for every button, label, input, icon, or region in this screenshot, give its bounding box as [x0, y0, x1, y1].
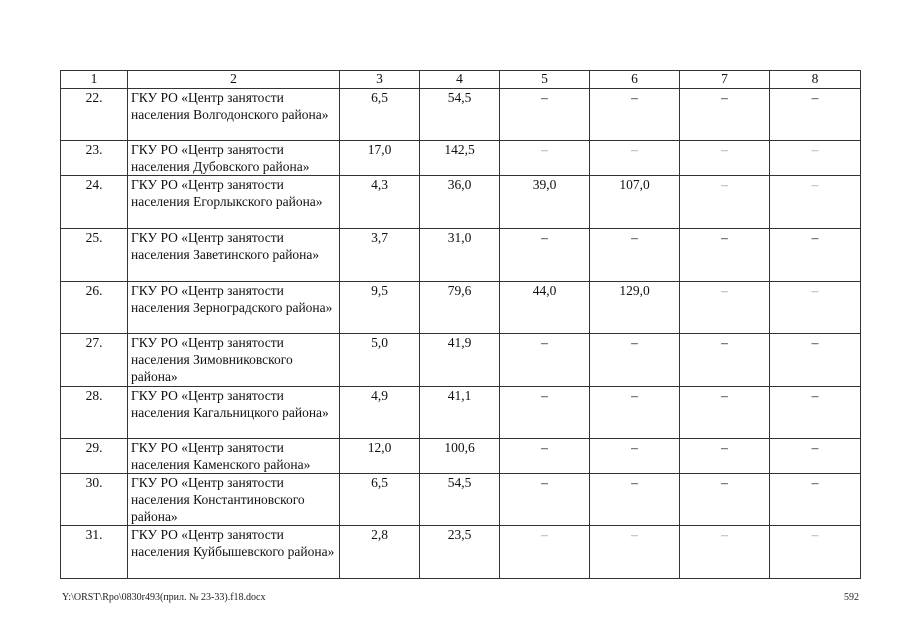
value-cell: –	[500, 141, 590, 176]
value-cell: –	[590, 439, 680, 474]
value-cell: 54,5	[420, 474, 500, 526]
institution-name: ГКУ РО «Центр занятости населения Кагальницкого района»	[128, 387, 340, 439]
value-cell: 23,5	[420, 526, 500, 579]
value-cell: –	[680, 176, 770, 229]
value-cell: –	[770, 176, 861, 229]
table-row	[61, 334, 861, 387]
institution-name: ГКУ РО «Центр занятости населения Зимовниковского района»	[128, 334, 340, 387]
value-cell: –	[770, 334, 861, 387]
institution-name: ГКУ РО «Центр занятости населения Константиновского района»	[128, 474, 340, 526]
value-cell: 4,9	[340, 387, 420, 439]
row-number: 30.	[61, 474, 128, 526]
value-cell: 6,5	[340, 89, 420, 141]
table-row	[61, 229, 861, 282]
value-cell: –	[680, 89, 770, 141]
value-cell: –	[770, 141, 861, 176]
row-number: 27.	[61, 334, 128, 387]
table-row	[61, 141, 861, 176]
institution-name: ГКУ РО «Центр занятости населения Куйбышевского района»	[128, 526, 340, 579]
value-cell: –	[500, 334, 590, 387]
table-row	[61, 176, 861, 229]
row-number: 25.	[61, 229, 128, 282]
value-cell: –	[680, 229, 770, 282]
row-number: 24.	[61, 176, 128, 229]
value-cell: 54,5	[420, 89, 500, 141]
value-cell: –	[770, 439, 861, 474]
value-cell: 39,0	[500, 176, 590, 229]
value-cell: –	[500, 439, 590, 474]
table-row	[61, 474, 861, 526]
value-cell: 100,6	[420, 439, 500, 474]
value-cell: 9,5	[340, 282, 420, 334]
institution-name: ГКУ РО «Центр занятости населения Волгодонского района»	[128, 89, 340, 141]
value-cell: 31,0	[420, 229, 500, 282]
column-header: 4	[420, 71, 500, 89]
column-header: 6	[590, 71, 680, 89]
value-cell: 2,8	[340, 526, 420, 579]
column-header: 5	[500, 71, 590, 89]
value-cell: 12,0	[340, 439, 420, 474]
value-cell: –	[500, 474, 590, 526]
allocation-table	[60, 70, 861, 579]
value-cell: 41,9	[420, 334, 500, 387]
value-cell: –	[500, 229, 590, 282]
value-cell: –	[590, 229, 680, 282]
value-cell: 5,0	[340, 334, 420, 387]
value-cell: –	[500, 526, 590, 579]
value-cell: –	[680, 439, 770, 474]
row-number: 28.	[61, 387, 128, 439]
row-number: 23.	[61, 141, 128, 176]
column-header: 1	[61, 71, 128, 89]
value-cell: –	[770, 526, 861, 579]
table-row	[61, 387, 861, 439]
value-cell: 129,0	[590, 282, 680, 334]
value-cell: –	[680, 282, 770, 334]
value-cell: 44,0	[500, 282, 590, 334]
value-cell: –	[590, 526, 680, 579]
row-number: 22.	[61, 89, 128, 141]
value-cell: –	[590, 89, 680, 141]
column-header: 7	[680, 71, 770, 89]
institution-name: ГКУ РО «Центр занятости населения Егорлыкского района»	[128, 176, 340, 229]
page-number: 592	[844, 592, 859, 603]
value-cell: 4,3	[340, 176, 420, 229]
table-row	[61, 526, 861, 579]
column-header: 2	[128, 71, 340, 89]
value-cell: –	[590, 387, 680, 439]
institution-name: ГКУ РО «Центр занятости населения Заветинского района»	[128, 229, 340, 282]
value-cell: –	[680, 141, 770, 176]
value-cell: –	[500, 387, 590, 439]
value-cell: 107,0	[590, 176, 680, 229]
value-cell: 41,1	[420, 387, 500, 439]
institution-name: ГКУ РО «Центр занятости населения Дубовского района»	[128, 141, 340, 176]
value-cell: 142,5	[420, 141, 500, 176]
institution-name: ГКУ РО «Центр занятости населения Зерноградского района»	[128, 282, 340, 334]
value-cell: –	[770, 387, 861, 439]
value-cell: –	[680, 334, 770, 387]
row-number: 29.	[61, 439, 128, 474]
institution-name: ГКУ РО «Центр занятости населения Каменского района»	[128, 439, 340, 474]
value-cell: –	[770, 89, 861, 141]
document-file-path: Y:\ORST\Rpo\0830r493(прил. № 23-33).f18.docx	[62, 592, 266, 603]
value-cell: 6,5	[340, 474, 420, 526]
row-number: 26.	[61, 282, 128, 334]
value-cell: –	[590, 141, 680, 176]
value-cell: –	[680, 526, 770, 579]
value-cell: 17,0	[340, 141, 420, 176]
column-header: 8	[770, 71, 861, 89]
table-row	[61, 439, 861, 474]
column-header: 3	[340, 71, 420, 89]
value-cell: 3,7	[340, 229, 420, 282]
value-cell: 36,0	[420, 176, 500, 229]
value-cell: –	[770, 474, 861, 526]
value-cell: –	[590, 334, 680, 387]
table-row	[61, 89, 861, 141]
value-cell: 79,6	[420, 282, 500, 334]
value-cell: –	[680, 474, 770, 526]
value-cell: –	[770, 282, 861, 334]
value-cell: –	[680, 387, 770, 439]
row-number: 31.	[61, 526, 128, 579]
column-number-row	[61, 71, 861, 89]
value-cell: –	[590, 474, 680, 526]
table-row	[61, 282, 861, 334]
value-cell: –	[770, 229, 861, 282]
value-cell: –	[500, 89, 590, 141]
